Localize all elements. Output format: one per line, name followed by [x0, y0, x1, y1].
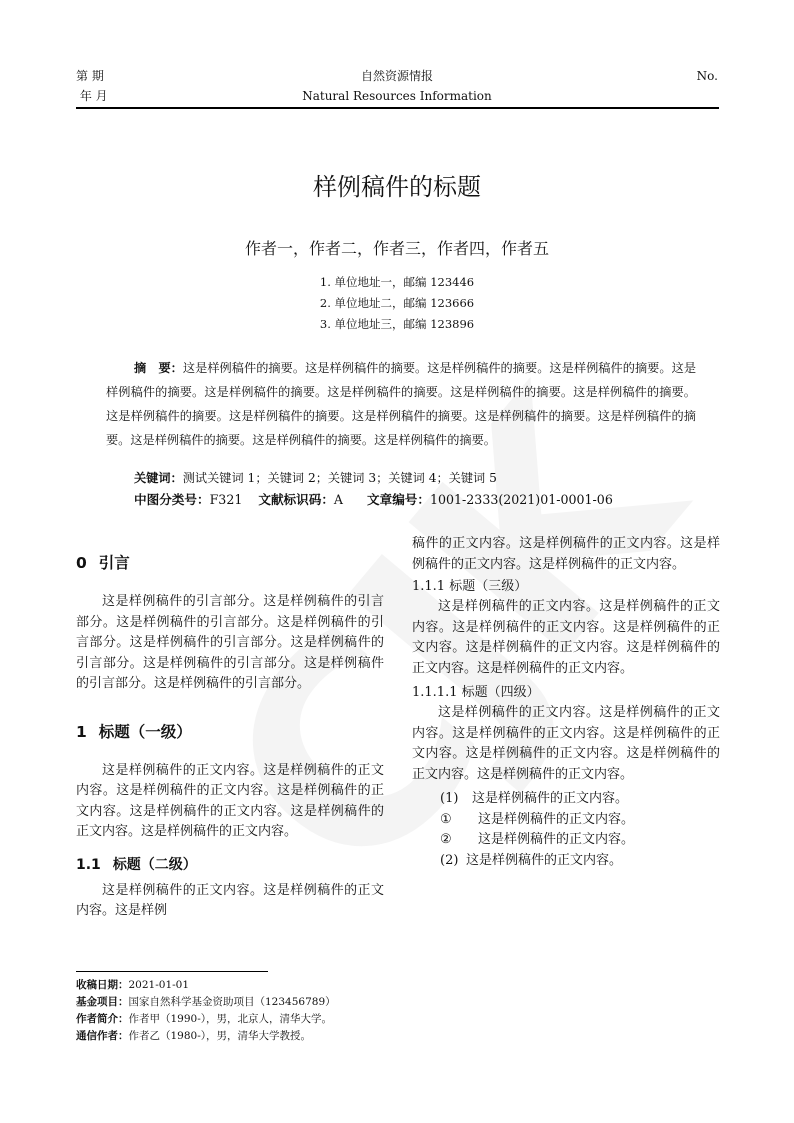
footnote-received — [76, 977, 189, 994]
section-1-text: 这是样例稿件的正文内容。这是样例稿件的正文内容。这是样例稿件的正文内容。这是样例稿件的正文内容。这是样例稿件的正文内容。这是样例稿件的正文内容。这是样例稿件的正文内容。 — [76, 762, 384, 839]
list-text: 这是样例稿件的正文内容。 — [466, 852, 623, 868]
section-1-1-text-cont: 稿件的正文内容。这是样例稿件的正文内容。这是样例稿件的正文内容。这是样例稿件的正文内容。 — [412, 536, 720, 572]
section-0-number: 0 — [76, 554, 87, 572]
section-1-1-1-1-text: 这是样例稿件的正文内容。这是样例稿件的正文内容。这是样例稿件的正文内容。这是样例稿件的正文内容。这是样例稿件的正文内容。这是样例稿件的正文内容。这是样例稿件的正文内容。 — [412, 705, 720, 782]
footnote-corresponding — [76, 1028, 311, 1045]
keywords-text: 测试关键词 1；关键词 2；关键词 3；关键词 4；关键词 5 — [182, 471, 497, 485]
list-marker: ① — [440, 811, 452, 827]
article-id-label: 文章编号： — [367, 492, 430, 507]
list-marker: (1) — [440, 791, 459, 806]
header-rule — [76, 107, 719, 109]
paper-title: 样例稿件的标题 — [313, 173, 481, 201]
section-1-1-1-heading: 1.1.1 标题（三级） — [412, 579, 528, 594]
fund-value: 国家自然科学基金资助项目（123456789） — [128, 996, 336, 1008]
abstract-label: 摘 要： — [134, 361, 183, 375]
affiliations — [0, 272, 794, 335]
section-1-1-1-1-heading: 1.1.1.1 标题（四级） — [412, 685, 540, 700]
list-item — [412, 810, 720, 831]
abstract — [106, 356, 696, 452]
section-1-1-heading — [76, 855, 384, 875]
header-journal-cn: 自然资源情报 — [360, 69, 433, 83]
section-0-heading — [76, 552, 384, 574]
header-journal — [0, 66, 794, 106]
list-item — [412, 851, 720, 872]
article-id-value: 1001-2333(2021)01-0001-06 — [429, 492, 613, 507]
clc-label: 中图分类号： — [134, 492, 210, 507]
header-no: No. — [696, 69, 718, 83]
author-info-value: 作者甲（1990-），男，北京人，清华大学。 — [128, 1013, 333, 1025]
received-label: 收稿日期： — [76, 979, 129, 991]
author-list: 作者一，作者二，作者三，作者四，作者五 — [244, 239, 549, 258]
doc-code-label: 文献标识码： — [258, 492, 334, 507]
footnote-author — [76, 1011, 332, 1028]
section-1-1-title: 标题（二级） — [112, 856, 197, 873]
footnote-rule — [76, 971, 268, 972]
section-1-1-text: 这是样例稿件的正文内容。这是样例稿件的正文内容。这是样例 — [76, 882, 384, 918]
enumerated-list — [412, 789, 720, 871]
fund-label: 基金项目： — [76, 996, 129, 1008]
list-text: 这是样例稿件的正文内容。 — [478, 832, 635, 847]
section-1-heading — [76, 721, 384, 743]
clc-value: F321 — [209, 492, 243, 507]
abstract-text: 这是样例稿件的摘要。这是样例稿件的摘要。这是样例稿件的摘要。这是样例稿件的摘要。这是样例稿件的摘要。这是样例稿件的摘要。这是样例稿件的摘要。这是样例稿件的摘要。这是样例稿件的摘要。这是样例稿件的摘要。这是样例稿件的摘要。这是样例稿件的摘要。这是样例稿件的摘要。这是样例稿件的摘要。这是样例稿件的摘要。这是样例稿件的摘要。这是样例稿件的摘要。 — [106, 361, 697, 447]
section-1-title: 标题（一级） — [98, 722, 192, 741]
affiliation-2: 2. 单位地址二，邮编 123666 — [319, 296, 475, 310]
section-0-text: 这是样例稿件的引言部分。这是样例稿件的引言部分。这是样例稿件的引言部分。这是样例稿件的引言部分。这是样例稿件的引言部分。这是样例稿件的引言部分。这是样例稿件的引言部分。这是样例稿件的引言部分。这是样例稿件的引言部分。 — [76, 594, 384, 691]
section-1-1-number: 1.1 — [76, 856, 101, 873]
header-journal-en: Natural Resources Information — [302, 89, 492, 103]
affiliation-3: 3. 单位地址三，邮编 123896 — [319, 317, 475, 331]
corresponding-label: 通信作者： — [76, 1030, 129, 1042]
affiliation-1: 1. 单位地址一，邮编 123446 — [319, 275, 475, 289]
list-item — [412, 830, 720, 851]
keywords-label: 关键词： — [134, 471, 183, 485]
footnote-fund — [76, 994, 336, 1011]
author-info-label: 作者简介： — [76, 1013, 129, 1025]
list-marker: (2) — [440, 852, 459, 868]
section-1-number: 1 — [76, 722, 87, 741]
list-text: 这是样例稿件的正文内容。 — [472, 791, 629, 806]
header-date-line: 年 月 — [76, 89, 108, 103]
section-1-1-1-text: 这是样例稿件的正文内容。这是样例稿件的正文内容。这是样例稿件的正文内容。这是样例稿件的正文内容。这是样例稿件的正文内容。这是样例稿件的正文内容。这是样例稿件的正文内容。 — [412, 599, 720, 676]
list-text: 这是样例稿件的正文内容。 — [478, 811, 635, 827]
keywords — [134, 468, 497, 488]
received-value: 2021-01-01 — [128, 979, 190, 991]
right-column — [412, 534, 720, 871]
list-item — [412, 789, 720, 810]
list-marker: ② — [440, 832, 452, 847]
corresponding-value: 作者乙（1980-），男，清华大学教授。 — [128, 1030, 312, 1042]
doc-code-value: A — [333, 492, 344, 507]
header-issue-line: 第 期 — [76, 69, 104, 83]
classification-line — [134, 490, 613, 510]
section-0-title: 引言 — [98, 554, 130, 572]
left-column — [76, 540, 384, 922]
